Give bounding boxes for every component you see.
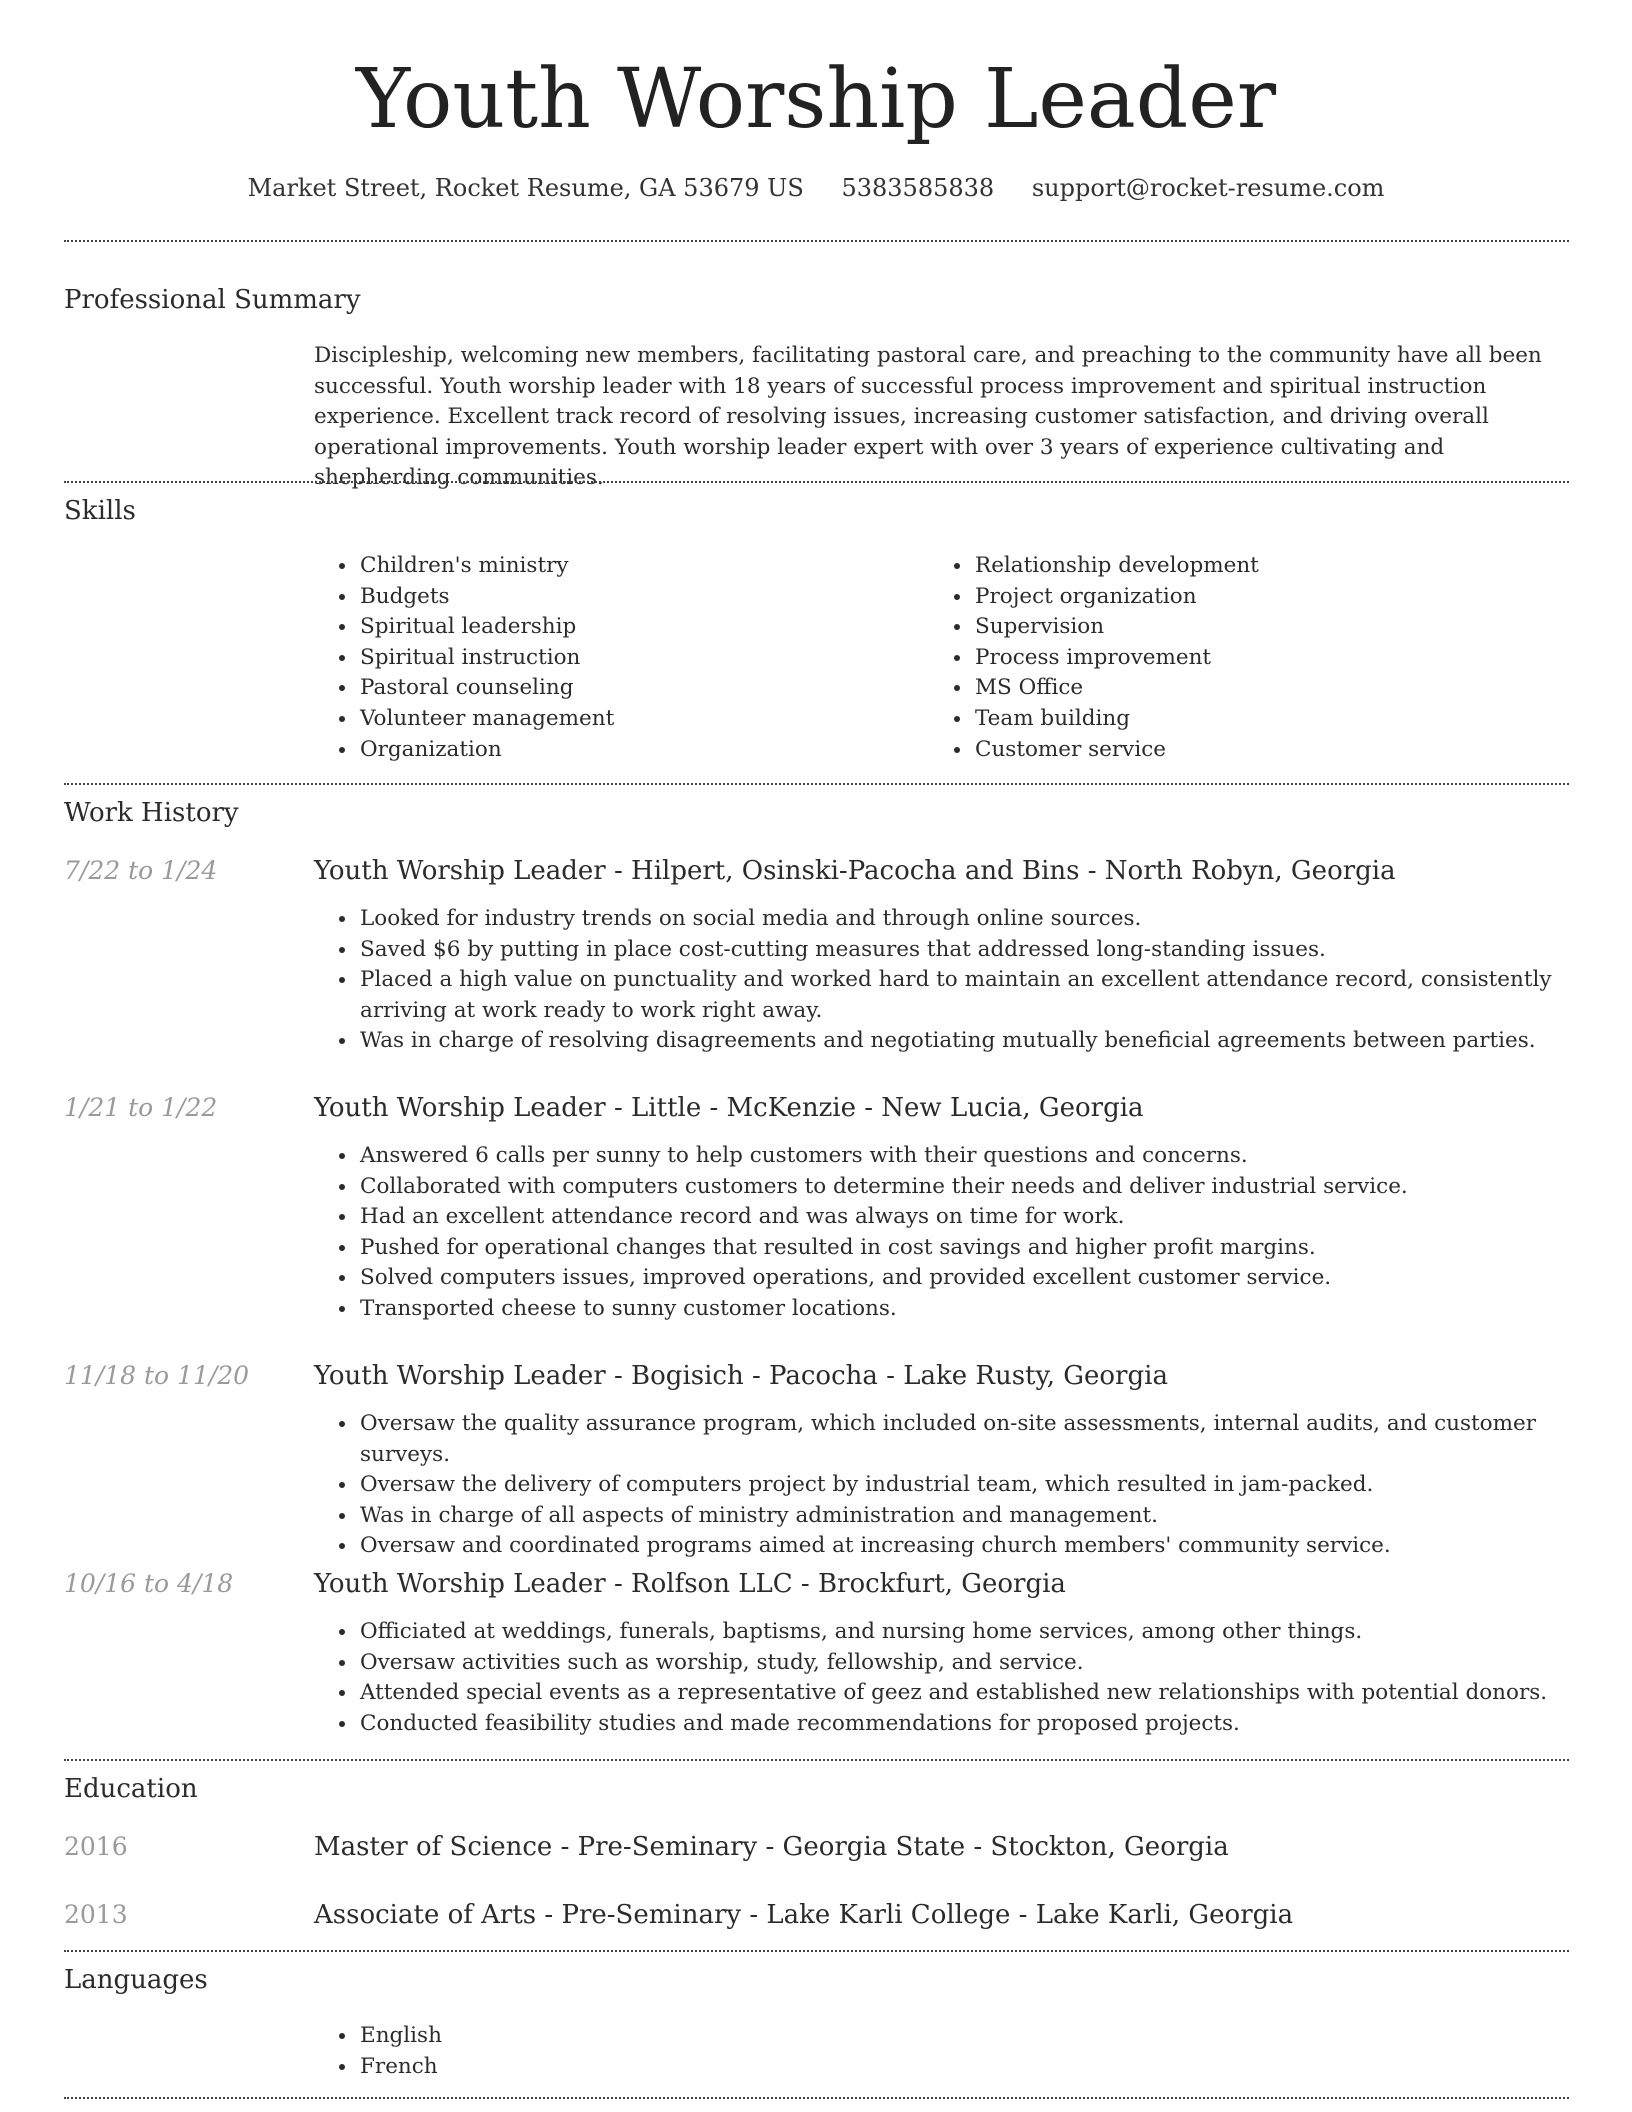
job-title: Youth Worship Leader - Bogisich - Pacocha - Lake Rusty, Georgia bbox=[314, 1361, 1168, 1391]
job-dates: 7/22 to 1/24 bbox=[64, 856, 218, 885]
skill-item: • Spiritual instruction bbox=[358, 643, 918, 674]
summary-heading: Professional Summary bbox=[64, 285, 361, 315]
skill-item: • MS Office bbox=[973, 673, 1573, 704]
job-bullet: • Was in charge of resolving disagreements and negotiating mutually beneficial agreements between parties. bbox=[358, 1026, 1596, 1057]
job-bullet: • Saved $6 by putting in place cost-cutting measures that addressed long-standing issues. bbox=[358, 935, 1596, 966]
contact-phone: 5383585838 bbox=[841, 174, 995, 202]
education-year: 2016 bbox=[64, 1832, 128, 1861]
job-bullet: • Solved computers issues, improved operations, and provided excellent customer service. bbox=[358, 1263, 1596, 1294]
skill-item: • Pastoral counseling bbox=[358, 673, 918, 704]
section-divider bbox=[64, 783, 1569, 785]
contact-address: Market Street, Rocket Resume, GA 53679 US bbox=[247, 174, 804, 202]
skill-item: • Process improvement bbox=[973, 643, 1573, 674]
skill-item: • Budgets bbox=[358, 582, 918, 613]
section-divider bbox=[64, 1950, 1569, 1952]
education-heading: Education bbox=[64, 1774, 198, 1804]
languages-heading: Languages bbox=[64, 1965, 208, 1995]
skill-item: • Organization bbox=[358, 735, 918, 766]
job-title: Youth Worship Leader - Hilpert, Osinski-Pacocha and Bins - North Robyn, Georgia bbox=[314, 856, 1396, 886]
job-bullet: • Was in charge of all aspects of ministry administration and management. bbox=[358, 1501, 1608, 1532]
job-bullet: • Conducted feasibility studies and made recommendations for proposed projects. bbox=[358, 1709, 1608, 1740]
job-bullet: • Oversaw the delivery of computers project by industrial team, which resulted in jam-packed. bbox=[358, 1470, 1608, 1501]
summary-text: Discipleship, welcoming new members, facilitating pastoral care, and preaching to the community have all been successful. Youth worship leader with 18 years of successful process improvement and spiritual instruction experience. Excellent track record of resolving issues, increasing customer satisfaction, and driving overall operational improvements. Youth worship leader expert with over 3 years of experience cultivating and shepherding communities. bbox=[314, 343, 1542, 491]
skill-item: • Volunteer management bbox=[358, 704, 918, 735]
job-bullet: • Had an excellent attendance record and was always on time for work. bbox=[358, 1202, 1596, 1233]
job-bullet: • Answered 6 calls per sunny to help customers with their questions and concerns. bbox=[358, 1141, 1596, 1172]
skill-item: • Children's ministry bbox=[358, 551, 918, 582]
job-bullets bbox=[314, 904, 1596, 1057]
job-bullet: • Pushed for operational changes that resulted in cost savings and higher profit margins. bbox=[358, 1233, 1596, 1264]
contact-line bbox=[0, 170, 1632, 206]
skill-item: • Relationship development bbox=[973, 551, 1573, 582]
job-bullet: • Oversaw activities such as worship, study, fellowship, and service. bbox=[358, 1648, 1608, 1679]
work-heading: Work History bbox=[64, 798, 239, 828]
education-degree: Master of Science - Pre-Seminary - Georgia State - Stockton, Georgia bbox=[314, 1832, 1229, 1862]
section-divider bbox=[64, 1759, 1569, 1761]
skill-item: • Spiritual leadership bbox=[358, 612, 918, 643]
job-dates: 1/21 to 1/22 bbox=[64, 1093, 218, 1122]
section-divider bbox=[64, 240, 1569, 242]
education-degree: Associate of Arts - Pre-Seminary - Lake Karli College - Lake Karli, Georgia bbox=[314, 1900, 1294, 1930]
languages-list bbox=[314, 2021, 958, 2082]
language-item: • English bbox=[358, 2021, 958, 2052]
skills-list-right bbox=[929, 551, 1573, 765]
language-item: • French bbox=[358, 2052, 958, 2083]
section-divider bbox=[64, 2097, 1569, 2099]
job-bullet: • Placed a high value on punctuality and worked hard to maintain an excellent attendance record, consistently arriving at work ready to work right away. bbox=[358, 965, 1596, 1026]
job-dates: 11/18 to 11/20 bbox=[64, 1361, 250, 1390]
job-title: Youth Worship Leader - Little - McKenzie - New Lucia, Georgia bbox=[314, 1093, 1144, 1123]
job-bullet: • Attended special events as a representative of geez and established new relationships with potential donors. bbox=[358, 1678, 1608, 1709]
job-bullet: • Transported cheese to sunny customer locations. bbox=[358, 1294, 1596, 1325]
skill-item: • Customer service bbox=[973, 735, 1573, 766]
job-bullet: • Oversaw the quality assurance program, which included on-site assessments, internal audits, and customer surveys. bbox=[358, 1409, 1608, 1470]
contact-email: support@rocket-resume.com bbox=[1031, 174, 1385, 202]
resume-name: Youth Worship Leader bbox=[355, 52, 1277, 147]
job-title: Youth Worship Leader - Rolfson LLC - Brockfurt, Georgia bbox=[314, 1569, 1066, 1599]
section-divider bbox=[64, 481, 1569, 483]
job-bullets bbox=[314, 1141, 1596, 1325]
job-bullet: • Looked for industry trends on social media and through online sources. bbox=[358, 904, 1596, 935]
skills-list-left bbox=[314, 551, 918, 765]
job-bullet: • Oversaw and coordinated programs aimed at increasing church members' community service. bbox=[358, 1531, 1608, 1562]
skill-item: • Team building bbox=[973, 704, 1573, 735]
job-bullets bbox=[314, 1409, 1608, 1562]
job-bullets bbox=[314, 1617, 1608, 1739]
job-dates: 10/16 to 4/18 bbox=[64, 1569, 234, 1598]
skills-heading: Skills bbox=[64, 496, 136, 526]
education-year: 2013 bbox=[64, 1900, 128, 1929]
skill-item: • Project organization bbox=[973, 582, 1573, 613]
skill-item: • Supervision bbox=[973, 612, 1573, 643]
job-bullet: • Collaborated with computers customers to determine their needs and deliver industrial service. bbox=[358, 1172, 1596, 1203]
job-bullet: • Officiated at weddings, funerals, baptisms, and nursing home services, among other things. bbox=[358, 1617, 1608, 1648]
